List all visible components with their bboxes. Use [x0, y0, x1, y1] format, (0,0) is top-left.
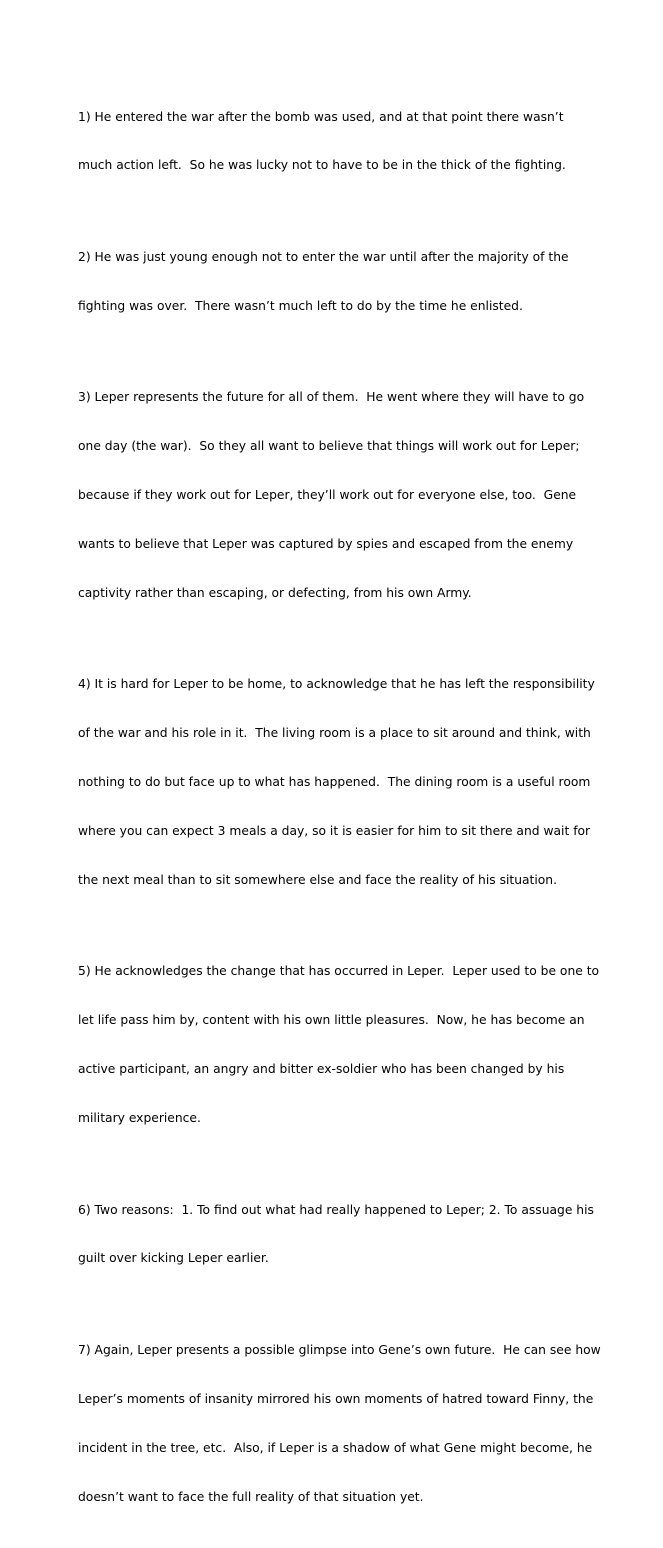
answer-line: 7) Again, Leper presents a possible glimpse into Gene’s own future. He can see how [78, 1342, 601, 1357]
answer-line: of the war and his role in it. The living room is a place to sit around and think, with [78, 726, 591, 741]
answer-line: 5) He acknowledges the change that has occurred in Leper. Leper used to be one to [78, 964, 600, 979]
answer-line: 6) Two reasons: 1. To find out what had really happened to Leper; 2. To assuage his [78, 1202, 594, 1217]
answer-line: guilt over kicking Leper earlier. [78, 1251, 269, 1266]
answer-line: military experience. [78, 1111, 201, 1126]
answer-1 [78, 76, 598, 206]
answer-line: active participant, an angry and bitter ex-soldier who has been changed by his [78, 1062, 565, 1077]
answer-line: 2) He was just young enough not to enter the war until after the majority of the [78, 249, 569, 264]
answer-line: incident in the tree, etc. Also, if Leper is a shadow of what Gene might become, he [78, 1440, 593, 1455]
answer-line: because if they work out for Leper, they’ll work out for everyone else, too. Gene [78, 488, 577, 503]
answer-5 [78, 931, 598, 1159]
answer-line: 4) It is hard for Leper to be home, to acknowledge that he has left the responsibility [78, 677, 595, 692]
answer-6 [78, 1169, 598, 1299]
answer-line: 3) Leper represents the future for all of them. He went where they will have to go [78, 390, 585, 405]
answer-2 [78, 216, 598, 346]
answer-line: the next meal than to sit somewhere else and face the reality of his situation. [78, 872, 558, 887]
answer-7 [78, 1309, 601, 1537]
answer-line: captivity rather than escaping, or defecting, from his own Army. [78, 585, 472, 600]
answer-line: Leper’s moments of insanity mirrored his own moments of hatred toward Finny, the [78, 1391, 594, 1406]
answer-line: where you can expect 3 meals a day, so it is easier for him to sit there and wait for [78, 824, 591, 839]
answer-3 [78, 357, 598, 634]
answer-line: much action left. So he was lucky not to have to be in the thick of the fighting. [78, 158, 566, 173]
answer-list [78, 76, 601, 1548]
answer-line: 1) He entered the war after the bomb was used, and at that point there wasn’t [78, 109, 564, 124]
answer-line: nothing to do but face up to what has happened. The dining room is a useful room [78, 775, 591, 790]
answer-line: let life pass him by, content with his own little pleasures. Now, he has become an [78, 1013, 585, 1028]
answer-line: wants to believe that Leper was captured by spies and escaped from the enemy [78, 537, 574, 552]
answer-line: doesn’t want to face the full reality of that situation yet. [78, 1489, 424, 1504]
answer-line: fighting was over. There wasn’t much left to do by the time he enlisted. [78, 298, 523, 313]
answer-4 [78, 644, 598, 921]
answer-line: one day (the war). So they all want to believe that things will work out for Leper; [78, 439, 580, 454]
